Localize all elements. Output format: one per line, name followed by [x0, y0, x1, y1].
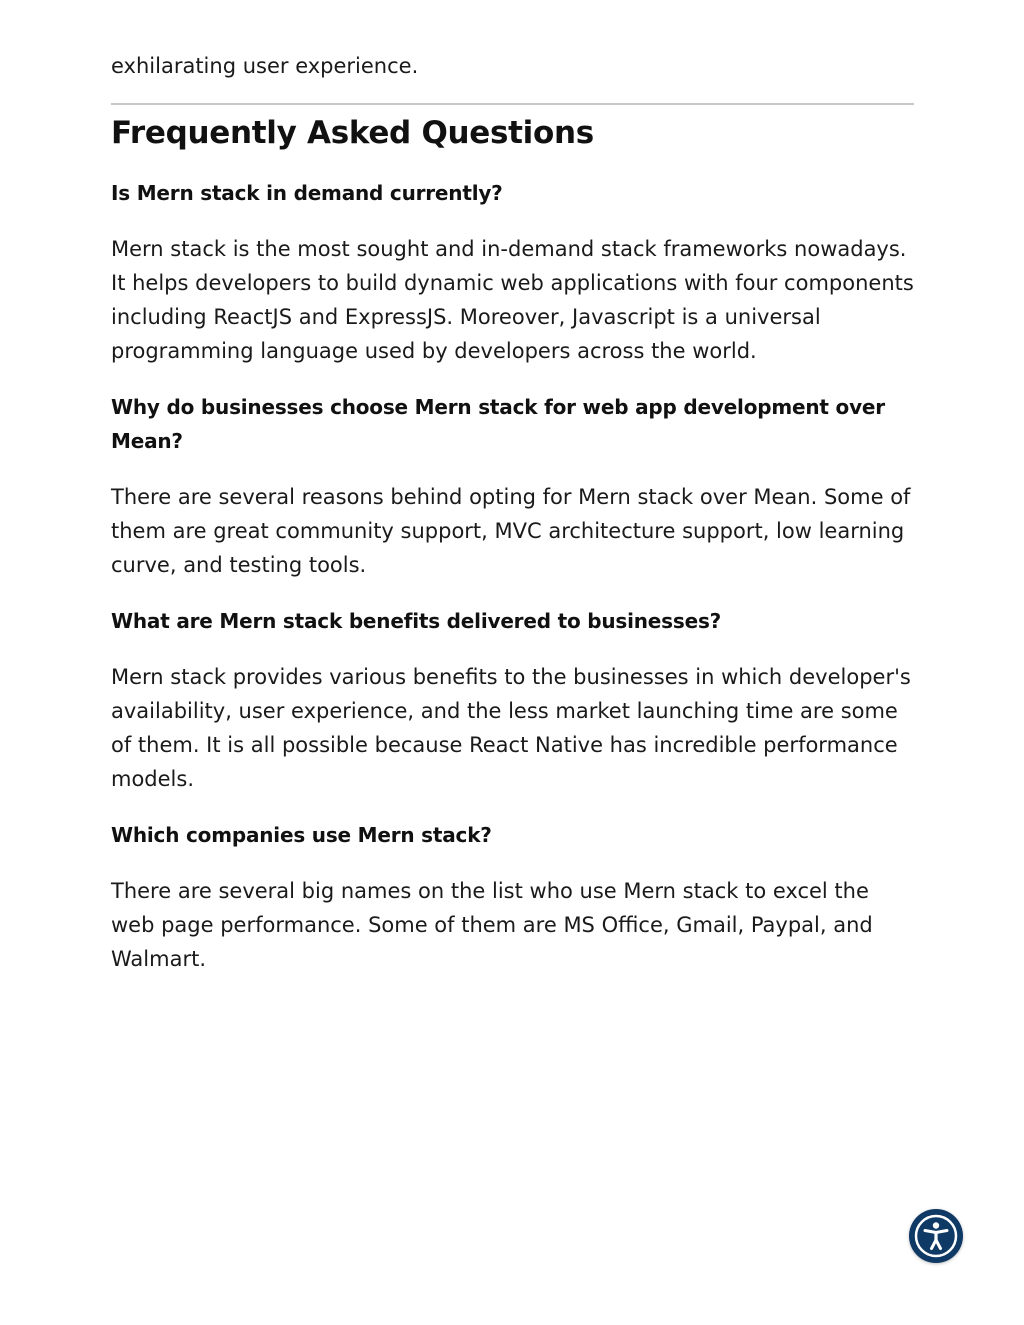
faq-answer: There are several big names on the list who use Mern stack to excel the web page performance. Some of them are MS Office, Gmail, Paypal, and Walmart. — [111, 879, 873, 971]
accessibility-button[interactable] — [909, 1209, 963, 1263]
faq-question: Why do businesses choose Mern stack for web app development over Mean? — [111, 395, 885, 453]
faq-answer: Mern stack is the most sought and in-demand stack frameworks nowadays. It helps developers to build dynamic web applications with four components including ReactJS and ExpressJS. Moreover, Javascript is a universal programming language used by developers across the world. — [111, 237, 914, 363]
faq-list — [111, 176, 914, 998]
faq-item — [111, 390, 914, 582]
faq-question: Is Mern stack in demand currently? — [111, 181, 503, 205]
intro-text: exhilarating user experience. — [111, 54, 419, 78]
faq-item — [111, 818, 914, 976]
accessibility-icon — [913, 1213, 959, 1259]
faq-question: Which companies use Mern stack? — [111, 823, 492, 847]
faq-item — [111, 176, 914, 368]
faq-question: What are Mern stack benefits delivered to businesses? — [111, 609, 722, 633]
faq-title: Frequently Asked Questions — [111, 115, 594, 151]
section-divider — [111, 103, 914, 105]
faq-item — [111, 604, 914, 796]
faq-answer: Mern stack provides various benefits to the businesses in which developer's availability, user experience, and the less market launching time are some of them. It is all possible because React Native has incredible performance models. — [111, 665, 911, 791]
faq-answer: There are several reasons behind opting for Mern stack over Mean. Some of them are great community support, MVC architecture support, low learning curve, and testing tools. — [111, 485, 911, 577]
